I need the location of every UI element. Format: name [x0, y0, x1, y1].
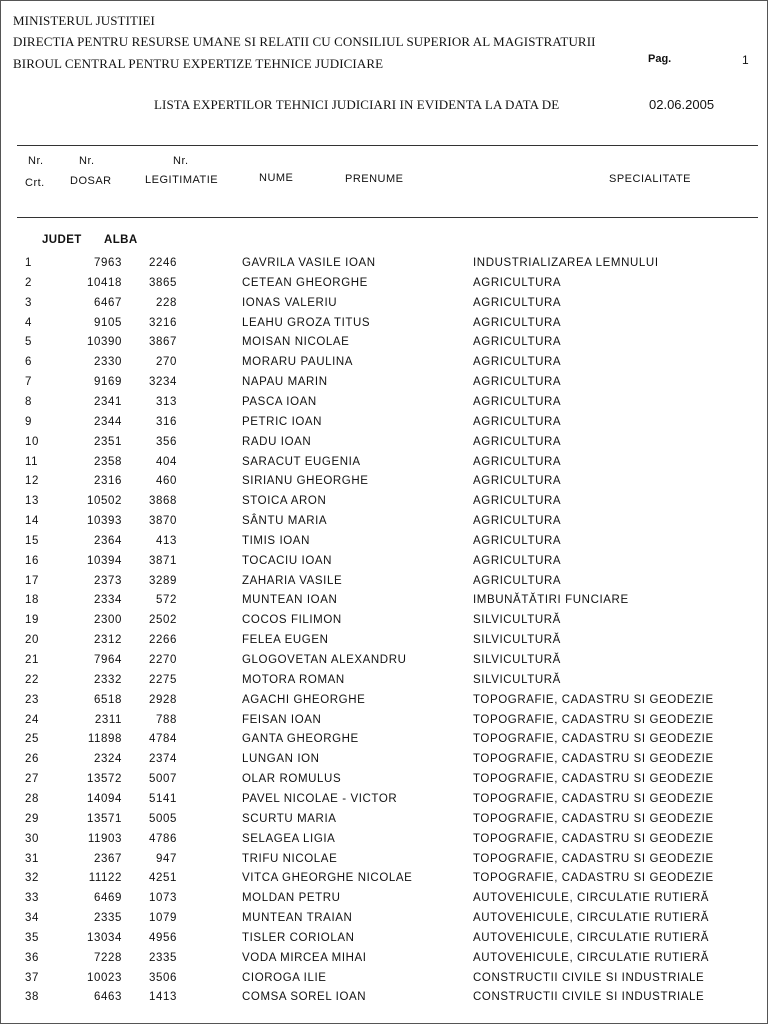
- row-nume: TOCACIU IOAN: [242, 554, 333, 567]
- row-legitimatie: 947: [156, 852, 177, 865]
- table-row: [0, 813, 768, 833]
- row-nume: PAVEL NICOLAE - VICTOR: [242, 792, 398, 805]
- row-legitimatie: 228: [156, 296, 177, 309]
- row-legitimatie: 788: [156, 713, 177, 726]
- row-dosar: 7228: [94, 951, 122, 964]
- row-specialitate: TOPOGRAFIE, CADASTRU SI GEODEZIE: [473, 713, 714, 726]
- row-specialitate: AGRICULTURA: [473, 475, 562, 488]
- row-nr: 2: [25, 276, 32, 289]
- row-legitimatie: 356: [156, 435, 177, 448]
- row-legitimatie: 1079: [149, 912, 177, 925]
- row-nume: MUNTEAN TRAIAN: [242, 912, 353, 925]
- table-row: [0, 257, 768, 277]
- row-specialitate: AGRICULTURA: [473, 395, 562, 408]
- row-nr: 20: [25, 634, 39, 647]
- row-nr: 19: [25, 614, 39, 627]
- row-specialitate: AGRICULTURA: [473, 534, 562, 547]
- row-nume: MOISAN NICOLAE: [242, 336, 350, 349]
- header-rule-top: [17, 145, 758, 146]
- table-row: [0, 853, 768, 873]
- row-legitimatie: 4251: [149, 872, 177, 885]
- row-dosar: 2358: [94, 455, 122, 468]
- row-nr: 14: [25, 515, 39, 528]
- row-dosar: 10393: [87, 515, 122, 528]
- row-dosar: 6463: [94, 991, 122, 1004]
- row-nume: TRIFU NICOLAE: [242, 852, 338, 865]
- row-dosar: 2344: [94, 415, 122, 428]
- table-row: [0, 952, 768, 972]
- row-specialitate: CONSTRUCTII CIVILE SI INDUSTRIALE: [473, 971, 705, 984]
- row-specialitate: TOPOGRAFIE, CADASTRU SI GEODEZIE: [473, 753, 714, 766]
- row-specialitate: SILVICULTURĂ: [473, 614, 561, 627]
- col-nr-bottom: Crt.: [25, 177, 45, 189]
- row-specialitate: TOPOGRAFIE, CADASTRU SI GEODEZIE: [473, 773, 714, 786]
- document-title: LISTA EXPERTILOR TEHNICI JUDICIARI IN EVIDENTA LA DATA DE: [154, 97, 560, 112]
- row-nr: 15: [25, 534, 39, 547]
- table-row: [0, 277, 768, 297]
- row-nr: 31: [25, 852, 39, 865]
- row-specialitate: TOPOGRAFIE, CADASTRU SI GEODEZIE: [473, 832, 714, 845]
- row-nr: 30: [25, 832, 39, 845]
- table-row: [0, 475, 768, 495]
- table-row: [0, 654, 768, 674]
- row-legitimatie: 4784: [149, 733, 177, 746]
- row-nr: 32: [25, 872, 39, 885]
- row-nr: 35: [25, 931, 39, 944]
- row-nume: MOTORA ROMAN: [242, 673, 345, 686]
- table-row: [0, 793, 768, 813]
- row-nr: 16: [25, 554, 39, 567]
- row-legitimatie: 2275: [149, 673, 177, 686]
- row-nume: CIOROGA ILIE: [242, 971, 327, 984]
- document-date: 02.06.2005: [649, 97, 715, 112]
- row-nr: 37: [25, 971, 39, 984]
- row-dosar: 13034: [87, 931, 122, 944]
- row-dosar: 2300: [94, 614, 122, 627]
- row-legitimatie: 313: [156, 395, 177, 408]
- row-dosar: 9169: [94, 376, 122, 389]
- row-nume: LEAHU GROZA TITUS: [242, 316, 371, 329]
- row-dosar: 14094: [87, 792, 122, 805]
- row-legitimatie: 3234: [149, 376, 177, 389]
- row-dosar: 6518: [94, 693, 122, 706]
- row-nume: MORARU PAULINA: [242, 356, 354, 369]
- row-legitimatie: 3868: [149, 495, 177, 508]
- row-specialitate: AGRICULTURA: [473, 435, 562, 448]
- row-dosar: 6469: [94, 892, 122, 905]
- row-legitimatie: 3506: [149, 971, 177, 984]
- table-row: [0, 535, 768, 555]
- row-nr: 21: [25, 654, 39, 666]
- row-dosar: 11898: [87, 733, 122, 746]
- office-name: BIROUL CENTRAL PENTRU EXPERTIZE TEHNICE JUDICIARE: [13, 56, 384, 71]
- row-nr: 3: [25, 296, 32, 309]
- row-dosar: 10023: [87, 971, 122, 984]
- row-nume: NAPAU MARIN: [242, 376, 328, 389]
- table-row: [0, 932, 768, 952]
- row-nume: COMSA SOREL IOAN: [242, 991, 367, 1004]
- row-legitimatie: 1413: [149, 991, 177, 1004]
- row-specialitate: AUTOVEHICULE, CIRCULATIE RUTIERĂ: [473, 951, 710, 964]
- row-legitimatie: 3870: [149, 515, 177, 528]
- col-prenume: PRENUME: [345, 173, 404, 185]
- row-dosar: 2351: [94, 435, 122, 448]
- row-specialitate: AGRICULTURA: [473, 356, 562, 369]
- row-nr: 4: [25, 316, 32, 329]
- table-row: [0, 356, 768, 376]
- row-dosar: 2373: [94, 574, 122, 587]
- row-nr: 27: [25, 773, 39, 786]
- table-row: [0, 892, 768, 912]
- table-row: [0, 972, 768, 992]
- row-dosar: 7964: [94, 654, 122, 666]
- row-nr: 24: [25, 713, 39, 726]
- row-nume: PETRIC IOAN: [242, 415, 323, 428]
- row-nume: TISLER CORIOLAN: [242, 931, 355, 944]
- row-nr: 1: [25, 257, 32, 269]
- row-specialitate: AUTOVEHICULE, CIRCULATIE RUTIERĂ: [473, 892, 710, 905]
- row-nr: 36: [25, 951, 39, 964]
- row-specialitate: IMBUNĂTĂTIRI FUNCIARE: [473, 594, 629, 607]
- row-specialitate: AGRICULTURA: [473, 574, 562, 587]
- table-row: [0, 456, 768, 476]
- direction-name: DIRECTIA PENTRU RESURSE UMANE SI RELATII CU CONSILIUL SUPERIOR AL MAGISTRATURII: [13, 34, 596, 49]
- page-number: 1: [742, 53, 749, 67]
- row-legitimatie: 2928: [149, 693, 177, 706]
- table-row: [0, 872, 768, 892]
- row-nume: SELAGEA LIGIA: [242, 832, 336, 845]
- row-nume: IONAS VALERIU: [242, 296, 338, 309]
- row-dosar: 2332: [94, 673, 122, 686]
- table-row: [0, 555, 768, 575]
- table-row: [0, 912, 768, 932]
- row-nr: 5: [25, 336, 32, 349]
- table-row: [0, 614, 768, 634]
- row-legitimatie: 5005: [149, 812, 177, 825]
- row-legitimatie: 3867: [149, 336, 177, 349]
- row-nume: SARACUT EUGENIA: [242, 455, 361, 468]
- table-row: [0, 317, 768, 337]
- table-row: [0, 416, 768, 436]
- table-row: [0, 515, 768, 535]
- row-dosar: 10502: [87, 495, 122, 508]
- row-nr: 23: [25, 693, 39, 706]
- row-dosar: 10390: [87, 336, 122, 349]
- row-specialitate: AGRICULTURA: [473, 376, 562, 389]
- row-legitimatie: 1073: [149, 892, 177, 905]
- row-legitimatie: 3865: [149, 276, 177, 289]
- row-specialitate: AGRICULTURA: [473, 415, 562, 428]
- row-specialitate: TOPOGRAFIE, CADASTRU SI GEODEZIE: [473, 693, 714, 706]
- col-nr-top: Nr.: [28, 155, 44, 167]
- row-nume: CETEAN GHEORGHE: [242, 276, 368, 289]
- section-value: ALBA: [104, 234, 138, 246]
- table-row: [0, 733, 768, 753]
- table-row: [0, 594, 768, 614]
- row-legitimatie: 2246: [149, 257, 177, 269]
- row-legitimatie: 2266: [149, 634, 177, 647]
- table-row: [0, 336, 768, 356]
- section-label: JUDET: [42, 234, 82, 246]
- row-nume: SIRIANU GHEORGHE: [242, 475, 369, 488]
- row-nr: 26: [25, 753, 39, 766]
- row-legitimatie: 3289: [149, 574, 177, 587]
- col-specialitate: SPECIALITATE: [609, 173, 692, 185]
- table-row: [0, 714, 768, 734]
- row-specialitate: TOPOGRAFIE, CADASTRU SI GEODEZIE: [473, 852, 714, 865]
- row-specialitate: TOPOGRAFIE, CADASTRU SI GEODEZIE: [473, 872, 714, 885]
- table-row: [0, 634, 768, 654]
- row-specialitate: AGRICULTURA: [473, 336, 562, 349]
- table-row: [0, 694, 768, 714]
- row-specialitate: TOPOGRAFIE, CADASTRU SI GEODEZIE: [473, 792, 714, 805]
- row-nume: OLAR ROMULUS: [242, 773, 342, 786]
- row-nr: 34: [25, 912, 39, 925]
- row-dosar: 2335: [94, 912, 122, 925]
- row-dosar: 11903: [87, 832, 122, 845]
- row-dosar: 6467: [94, 296, 122, 309]
- row-nume: LUNGAN ION: [242, 753, 320, 766]
- row-legitimatie: 2502: [149, 614, 177, 627]
- row-nume: COCOS FILIMON: [242, 614, 342, 627]
- row-legitimatie: 572: [156, 594, 177, 607]
- row-legitimatie: 3216: [149, 316, 177, 329]
- ministry-name: MINISTERUL JUSTITIEI: [13, 13, 155, 28]
- row-dosar: 13572: [87, 773, 122, 786]
- row-specialitate: AGRICULTURA: [473, 316, 562, 329]
- table-row: [0, 991, 768, 1011]
- row-nume: GANTA GHEORGHE: [242, 733, 359, 746]
- row-specialitate: AGRICULTURA: [473, 495, 562, 508]
- row-dosar: 2324: [94, 753, 122, 766]
- row-specialitate: SILVICULTURĂ: [473, 654, 561, 666]
- row-nr: 9: [25, 415, 32, 428]
- row-nume: SÂNTU MARIA: [242, 515, 328, 528]
- row-dosar: 2316: [94, 475, 122, 488]
- row-legitimatie: 2270: [149, 654, 177, 666]
- row-nume: GLOGOVETAN ALEXANDRU: [242, 654, 407, 666]
- row-dosar: 13571: [87, 812, 122, 825]
- row-nume: SCURTU MARIA: [242, 812, 337, 825]
- row-dosar: 9105: [94, 316, 122, 329]
- row-nr: 11: [25, 455, 39, 468]
- row-nr: 18: [25, 594, 39, 607]
- row-legitimatie: 404: [156, 455, 177, 468]
- col-leg-bottom: LEGITIMATIE: [145, 174, 219, 186]
- row-dosar: 2311: [94, 713, 122, 726]
- row-legitimatie: 3871: [149, 554, 177, 567]
- row-nr: 28: [25, 792, 39, 805]
- row-dosar: 2334: [94, 594, 122, 607]
- page-label: Pag.: [648, 53, 672, 65]
- row-specialitate: SILVICULTURĂ: [473, 634, 561, 647]
- row-nume: FEISAN IOAN: [242, 713, 322, 726]
- row-legitimatie: 2335: [149, 951, 177, 964]
- table-row: [0, 495, 768, 515]
- row-legitimatie: 270: [156, 356, 177, 369]
- table-row: [0, 833, 768, 853]
- row-nume: MOLDAN PETRU: [242, 892, 341, 905]
- row-nr: 13: [25, 495, 39, 508]
- row-dosar: 2312: [94, 634, 122, 647]
- row-nume: MUNTEAN IOAN: [242, 594, 338, 607]
- col-dosar-bottom: DOSAR: [70, 175, 112, 187]
- row-nr: 38: [25, 991, 39, 1004]
- row-nr: 10: [25, 435, 39, 448]
- row-nr: 7: [25, 376, 32, 389]
- table-row: [0, 396, 768, 416]
- table-row: [0, 753, 768, 773]
- row-specialitate: AGRICULTURA: [473, 455, 562, 468]
- row-dosar: 7963: [94, 257, 122, 269]
- row-nume: GAVRILA VASILE IOAN: [242, 257, 376, 269]
- header-rule-bottom: [17, 217, 758, 218]
- row-nr: 17: [25, 574, 39, 587]
- row-specialitate: AUTOVEHICULE, CIRCULATIE RUTIERĂ: [473, 931, 710, 944]
- row-nume: VITCA GHEORGHE NICOLAE: [242, 872, 413, 885]
- table-row: [0, 436, 768, 456]
- row-legitimatie: 2374: [149, 753, 177, 766]
- row-dosar: 2341: [94, 395, 122, 408]
- table-row: [0, 376, 768, 396]
- row-specialitate: TOPOGRAFIE, CADASTRU SI GEODEZIE: [473, 812, 714, 825]
- row-specialitate: CONSTRUCTII CIVILE SI INDUSTRIALE: [473, 991, 705, 1004]
- row-specialitate: AGRICULTURA: [473, 296, 562, 309]
- table-row: [0, 674, 768, 694]
- row-nr: 8: [25, 395, 32, 408]
- row-specialitate: AUTOVEHICULE, CIRCULATIE RUTIERĂ: [473, 912, 710, 925]
- row-nume: TIMIS IOAN: [242, 534, 310, 547]
- row-nume: VODA MIRCEA MIHAI: [242, 951, 367, 964]
- col-leg-top: Nr.: [173, 155, 189, 167]
- row-nume: AGACHI GHEORGHE: [242, 693, 366, 706]
- row-nume: PASCA IOAN: [242, 395, 317, 408]
- row-specialitate: AGRICULTURA: [473, 276, 562, 289]
- row-legitimatie: 413: [156, 534, 177, 547]
- row-dosar: 2330: [94, 356, 122, 369]
- row-dosar: 10418: [87, 276, 122, 289]
- row-legitimatie: 460: [156, 475, 177, 488]
- row-legitimatie: 4786: [149, 832, 177, 845]
- row-dosar: 11122: [88, 872, 122, 885]
- row-specialitate: SILVICULTURĂ: [473, 673, 561, 686]
- row-legitimatie: 316: [156, 415, 177, 428]
- row-specialitate: INDUSTRIALIZAREA LEMNULUI: [473, 257, 659, 269]
- row-specialitate: TOPOGRAFIE, CADASTRU SI GEODEZIE: [473, 733, 714, 746]
- table-row: [0, 297, 768, 317]
- col-dosar-top: Nr.: [79, 155, 95, 167]
- row-nr: 22: [25, 673, 39, 686]
- row-nume: ZAHARIA VASILE: [242, 574, 343, 587]
- row-specialitate: AGRICULTURA: [473, 515, 562, 528]
- row-dosar: 2364: [94, 534, 122, 547]
- table-row: [0, 575, 768, 595]
- table-row: [0, 773, 768, 793]
- row-legitimatie: 5141: [149, 792, 177, 805]
- row-dosar: 10394: [87, 554, 122, 567]
- row-legitimatie: 5007: [149, 773, 177, 786]
- row-nume: RADU IOAN: [242, 435, 312, 448]
- col-nume: NUME: [259, 172, 294, 184]
- row-nume: FELEA EUGEN: [242, 634, 329, 647]
- row-specialitate: AGRICULTURA: [473, 554, 562, 567]
- row-nr: 33: [25, 892, 39, 905]
- row-nr: 25: [25, 733, 39, 746]
- row-nr: 12: [25, 475, 39, 488]
- row-nr: 6: [25, 356, 32, 369]
- row-nume: STOICA ARON: [242, 495, 327, 508]
- row-dosar: 2367: [94, 852, 122, 865]
- row-legitimatie: 4956: [149, 931, 177, 944]
- row-nr: 29: [25, 812, 39, 825]
